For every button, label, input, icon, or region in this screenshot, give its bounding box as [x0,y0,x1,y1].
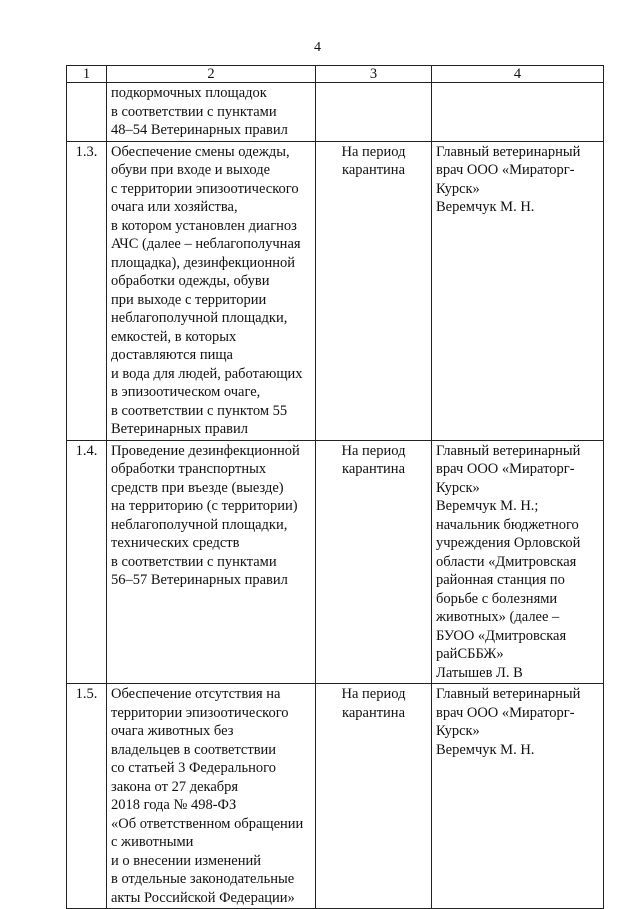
measure-line: с животными [111,834,194,850]
measure-line: в соответствии с пунктами [111,553,277,570]
measure-line: очага животных без [111,723,234,739]
responsible-line: Курск» [436,479,480,496]
responsible-line: БУОО «Дмитровская [436,627,567,644]
measure-line: акты Российской Федерации» [111,889,295,906]
responsible-line: Главный ветеринарный [436,143,581,160]
measure-line: с территории эпизоотического [111,180,299,197]
measure-line: и о внесении изменений [111,852,261,869]
table-row [67,440,604,684]
period-line: карантина [342,162,405,178]
row-number-cell: 1.3. [67,141,107,440]
column-header: 3 [316,66,432,83]
responsible-line: врач ООО «Мираторг- [436,162,575,178]
measure-line: на территорию (с территории) [111,498,298,514]
responsible-cell [432,141,604,440]
measure-line: в эпизоотическом очаге, [111,384,261,400]
measure-line: при выходе с территории [111,291,267,308]
table-row [67,684,604,909]
responsible-line: Веремчук М. Н. [436,199,535,215]
responsible-line: врач ООО «Мираторг- [436,704,575,721]
measure-line: Обеспечение отсутствия на [111,686,281,702]
measure-line: обуви при входе и выходе [111,162,271,178]
measure-line: подкормочных площадок [111,85,267,101]
responsible-line: животных» (далее – [436,609,560,625]
column-header: 1 [67,66,107,83]
measure-line: очага или хозяйства, [111,199,238,215]
period-line: карантина [342,704,405,721]
measure-cell [107,684,316,909]
measure-cell [107,440,316,684]
responsible-line: Главный ветеринарный [436,442,581,459]
period-cell [316,684,432,909]
measure-line: «Об ответственном обращении [111,815,304,832]
responsible-line: врач ООО «Мираторг- [436,461,575,477]
measure-line: закона от 27 декабря [111,778,239,795]
row-number-cell [67,83,107,142]
measure-line: владельцев в соответствии [111,741,277,758]
table-row [67,141,604,440]
measure-line: 56–57 Ветеринарных правил [111,572,288,588]
measure-line: неблагополучной площадки, [111,516,288,533]
page-number: 4 [314,40,321,55]
measure-line: АЧС (далее – неблагополучная [111,236,301,252]
responsible-line: учреждения Орловской [436,535,581,551]
responsible-line: борьбе с болезнями [436,590,558,607]
measure-line: обработки транспортных [111,461,267,477]
period-line: На период [341,442,406,459]
measure-line: в соответствии с пунктами [111,103,277,120]
measure-line: доставляются пища [111,347,233,363]
responsible-cell [432,440,604,684]
period-cell [316,141,432,440]
responsible-line: Веремчук М. Н.; [436,498,539,514]
period-line: карантина [342,461,405,477]
responsible-line: райСББЖ» [436,646,504,662]
measure-line: Ветеринарных правил [111,421,248,437]
measure-line: в соответствии с пунктом 55 [111,402,288,419]
measure-line: и вода для людей, работающих [111,365,303,382]
responsible-line: начальник бюджетного [436,516,579,533]
measure-line: емкостей, в которых [111,328,237,345]
table-row [67,83,604,142]
responsible-line: Латышев Л. В [436,664,523,681]
responsible-line: Курск» [436,723,480,739]
measures-table [66,65,604,909]
responsible-cell [432,684,604,909]
responsible-line: районная станция по [436,572,565,588]
responsible-line: Главный ветеринарный [436,686,581,702]
responsible-line: Курск» [436,180,480,197]
measure-line: в отдельные законодательные [111,871,295,887]
period-cell [316,440,432,684]
table-header-row [67,66,604,83]
measure-line: 48–54 Ветеринарных правил [111,122,288,138]
measure-cell [107,83,316,142]
measure-line: неблагополучной площадки, [111,310,288,326]
period-line: На период [341,686,406,702]
responsible-cell [432,83,604,142]
measure-line: Обеспечение смены одежды, [111,143,290,160]
period-cell [316,83,432,142]
measure-line: площадка), дезинфекционной [111,254,295,271]
measure-line: средств при въезде (выезде) [111,479,284,496]
measure-line: территории эпизоотического [111,704,289,721]
responsible-line: области «Дмитровская [436,553,577,570]
row-number-cell: 1.4. [67,440,107,684]
measure-line: обработки одежды, обуви [111,273,270,289]
measure-line: со статьей 3 Федерального [111,760,276,776]
responsible-line: Веремчук М. Н. [436,741,535,758]
measure-line: 2018 года № 498-ФЗ [111,797,237,813]
column-header: 4 [432,66,604,83]
measure-line: Проведение дезинфекционной [111,442,300,459]
measure-line: в котором установлен диагноз [111,217,297,234]
period-line: На период [341,143,406,160]
measure-cell [107,141,316,440]
measure-line: технических средств [111,535,240,551]
column-header: 2 [107,66,316,83]
row-number-cell: 1.5. [67,684,107,909]
